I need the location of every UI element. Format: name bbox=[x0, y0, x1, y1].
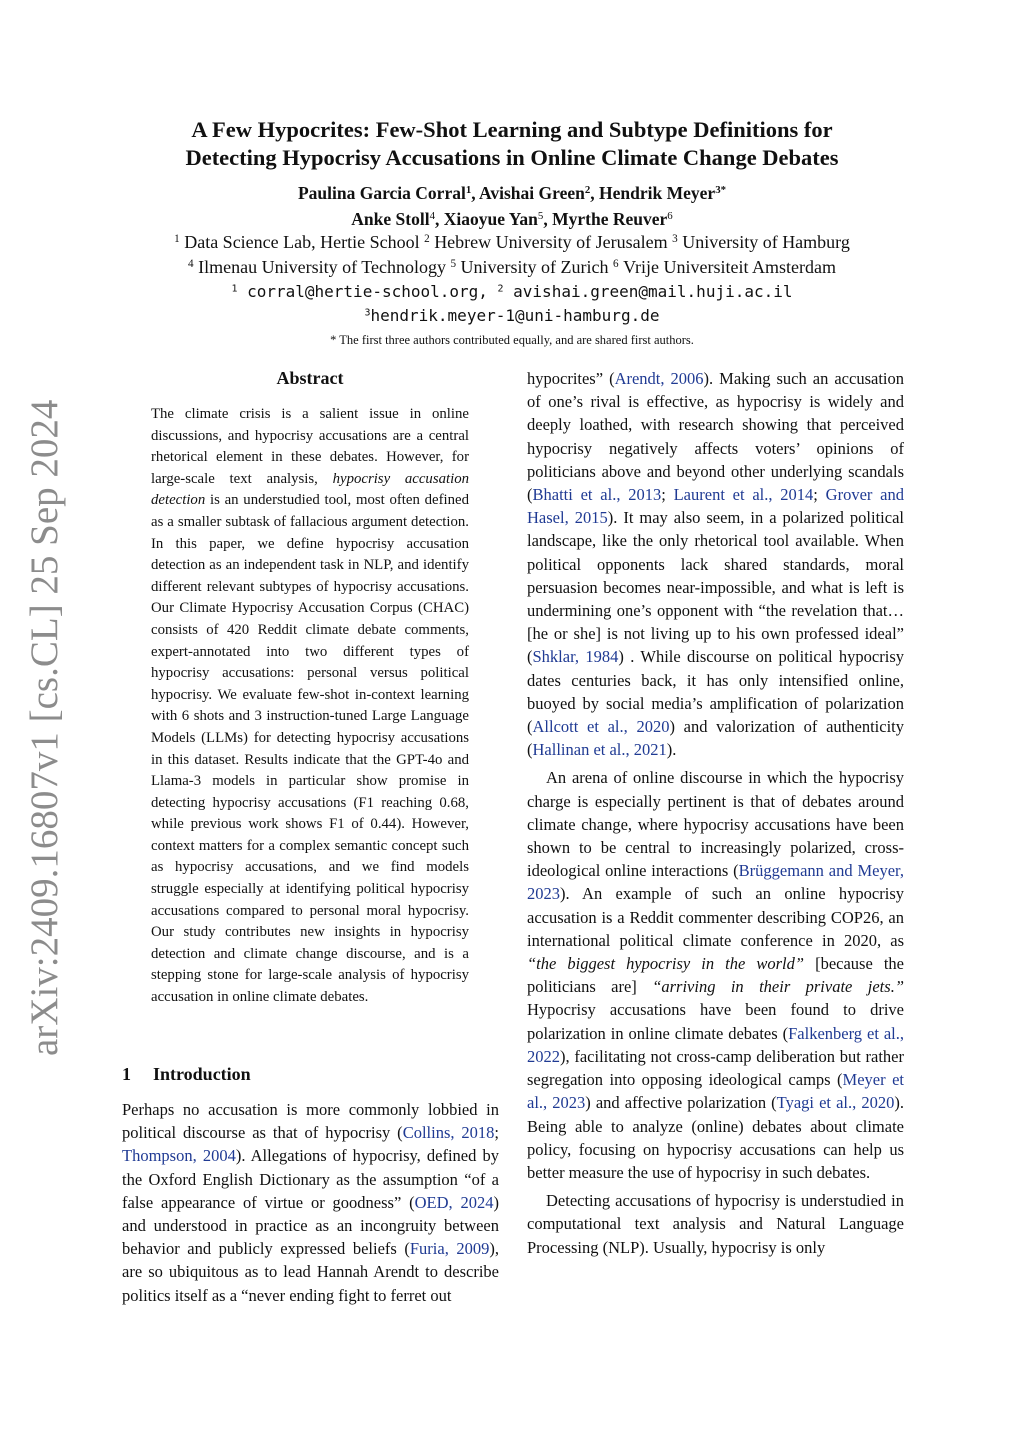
email-address[interactable]: corral@hertie-school.org bbox=[247, 282, 479, 301]
author-name: Avishai Green bbox=[479, 183, 585, 203]
author-name: Myrthe Reuver bbox=[552, 209, 668, 229]
author-name: Hendrik Meyer bbox=[599, 183, 716, 203]
citation-link[interactable]: Hallinan et al., 2021 bbox=[532, 740, 667, 760]
citation-link[interactable]: Arendt, 2006 bbox=[614, 369, 704, 388]
author-name: Xiaoyue Yan bbox=[443, 209, 538, 229]
author-separator: , bbox=[590, 183, 600, 203]
affiliation-line-1 bbox=[100, 230, 924, 255]
affiliation-name: Hebrew University of Jerusalem bbox=[434, 232, 668, 252]
citation-link[interactable]: Shklar, 1984 bbox=[532, 647, 619, 667]
intro-paragraph bbox=[122, 1098, 499, 1307]
body-text: ). Allegations of hypocrisy, defined by the Oxford English Dictionary as the assumption “of a false appearance of virtue or goodness” ( bbox=[122, 1146, 499, 1212]
affiliation-name: University of Zurich bbox=[460, 257, 609, 277]
affiliation-mark: 5 bbox=[450, 257, 457, 270]
body-text: ). Being able to analyze (online) debates about climate policy, focusing on hypocrisy accusations can help us better measure the use of hypocrisy in such debates. bbox=[527, 1093, 904, 1182]
body-text: [because the politicians are] bbox=[527, 954, 904, 997]
quote-emphasis: “arriving in their private jets.” bbox=[652, 977, 904, 997]
body-text: ), facilitating not cross-camp deliberation but rather segregation into opposing ideological camps ( bbox=[527, 1046, 904, 1090]
citation-link[interactable]: Bhatti et al., 2013 bbox=[532, 485, 662, 505]
body-text: ) . While discourse on political hypocrisy dates centuries back, it has only intensified online, buoyed by social media’s amplification of polarization ( bbox=[527, 647, 904, 737]
email-address[interactable]: hendrik.meyer-1@uni-hamburg.de bbox=[370, 306, 660, 325]
author-line-1 bbox=[120, 180, 904, 206]
email-mark: 1 bbox=[231, 283, 238, 295]
body-text: ; bbox=[661, 485, 674, 505]
right-paragraph-2 bbox=[527, 766, 904, 1184]
email-separator: , bbox=[478, 282, 498, 301]
body-text: Hypocrisy accusations have been found to drive polarization in online climate debates ( bbox=[527, 1000, 904, 1043]
email-line-1 bbox=[120, 280, 904, 304]
affiliations bbox=[100, 230, 924, 280]
author-mark: 3* bbox=[715, 184, 727, 197]
affiliation-mark: 3 bbox=[672, 232, 678, 245]
affiliation-mark: 6 bbox=[613, 257, 619, 270]
abstract-emphasis: hypocrisy accusation detection bbox=[151, 470, 469, 509]
abstract-body bbox=[151, 404, 469, 1009]
citation-link[interactable]: Meyer et al., 2023 bbox=[527, 1070, 904, 1113]
abstract-heading: Abstract bbox=[276, 368, 344, 388]
author-mark: 5 bbox=[537, 210, 544, 223]
author-mark: 2 bbox=[584, 184, 591, 197]
author-line-2 bbox=[120, 206, 904, 232]
body-text: ). An example of such an online hypocrisy accusation is a Reddit commenter describing COP26, an international political climate conference in 2020, as bbox=[527, 884, 904, 950]
citation-link[interactable]: Tyagi et al., 2020 bbox=[776, 1093, 895, 1113]
affiliation-mark: 1 bbox=[174, 232, 180, 245]
body-text: ; bbox=[813, 485, 826, 505]
right-column bbox=[527, 367, 904, 1259]
affiliation-mark: 2 bbox=[424, 232, 430, 245]
right-paragraph-1 bbox=[527, 367, 904, 761]
citation-link[interactable]: Laurent et al., 2014 bbox=[673, 485, 814, 505]
affiliation-name: Data Science Lab, Hertie School bbox=[184, 232, 420, 252]
body-text: An arena of online discourse in which the hypocrisy charge is especially pertinent is that of debates around climate change, where hypocrisy accusations have been shown to be central to increasingly polarized, cross-ideological online interactions ( bbox=[527, 768, 904, 881]
author-mark: 4 bbox=[429, 210, 435, 223]
abstract-text: is an understudied tool, most often defined as a smaller subtask of fallacious argument detection. In this paper, we define hypocrisy accusation detection as an independent task in NLP, and identify different relevant subtypes of hypocrisy accusations. Our Climate Hypocrisy Accusation Corpus (CHAC) consists of 420 Reddit climate debate comments, expert-annotated into two different types of hypocrisy accusations: personal versus political hypocrisy. We evaluate few-shot in-context learning with 6 shots and 3 instruction-tuned Large Language Models (LLMs) for detecting hypocrisy accusations in this dataset. Results indicate that the GPT-4o and Llama-3 models in particular show promise in detecting hypocrisy accusations (F1 reaching 0.68, while previous work shows F1 of 0.44). However, context matters for a complex semantic concept such as hypocrisy accusations, and we find models struggle especially at identifying political hypocrisy accusations compared to personal moral hypocrisy. Our study contributes new insights in hypocrisy detection and climate change discourse, and is a stepping stone for large-scale analysis of hypocrisy accusation in online climate debates. bbox=[151, 492, 469, 1006]
author-name: Paulina Garcia Corral bbox=[297, 183, 466, 203]
body-text: ; bbox=[494, 1123, 500, 1143]
citation-link[interactable]: Collins, 2018 bbox=[402, 1123, 495, 1143]
citation-link[interactable]: Furia, 2009 bbox=[409, 1239, 490, 1259]
author-mark: 6 bbox=[667, 210, 673, 223]
section-number: 1 bbox=[122, 1064, 131, 1084]
email-mark: 3 bbox=[364, 307, 371, 319]
title-line-1: A Few Hypocrites: Few-Shot Learning and Subtype Definitions for bbox=[191, 117, 833, 142]
body-text: ) and understood in practice as an incongruity between behavior and publicly expressed beliefs ( bbox=[122, 1192, 499, 1259]
author-name: Anke Stoll bbox=[351, 209, 430, 229]
paper-title bbox=[120, 116, 904, 172]
section-title: Introduction bbox=[153, 1064, 251, 1084]
author-list bbox=[120, 180, 904, 232]
affiliation-name: Vrije Universiteit Amsterdam bbox=[623, 257, 836, 277]
author-separator: , bbox=[471, 183, 480, 203]
citation-link[interactable]: Thompson, 2004 bbox=[122, 1146, 236, 1166]
affiliation-name: University of Hamburg bbox=[682, 232, 850, 252]
affiliation-name: Ilmenau University of Technology bbox=[198, 257, 446, 277]
affiliation-mark: 4 bbox=[188, 257, 194, 270]
email-line-2 bbox=[120, 304, 904, 328]
email-address[interactable]: avishai.green@mail.huji.ac.il bbox=[513, 282, 793, 301]
body-text: Perhaps no accusation is more commonly lobbied in political discourse as that of hypocrisy ( bbox=[122, 1100, 499, 1143]
body-text: ), are so ubiquitous as to lead Hannah Arendt to describe politics itself as a “never ending fight to ferret out bbox=[122, 1239, 499, 1305]
author-emails bbox=[120, 280, 904, 328]
right-paragraph-3 bbox=[527, 1189, 904, 1259]
citation-link[interactable]: Falkenberg et al., 2022 bbox=[527, 1023, 905, 1066]
equal-contribution-note: * The first three authors contributed equally, and are shared first authors. bbox=[330, 333, 694, 347]
body-text: ) and affective polarization ( bbox=[585, 1093, 777, 1113]
body-text: ) and valorization of authenticity ( bbox=[527, 717, 904, 760]
author-mark: 1 bbox=[465, 184, 472, 197]
citation-link[interactable]: Allcott et al., 2020 bbox=[532, 717, 670, 737]
email-mark: 2 bbox=[497, 283, 504, 295]
body-text: ). bbox=[666, 740, 677, 760]
body-text: ). Making such an accusation of one’s rival is effective, as hypocrisy is widely and deeply loathed, with research showing that perceived hypocrisy negatively affects voters’ opinions of politicians above and beyond other underlying scandals ( bbox=[527, 369, 904, 505]
quote-emphasis: “the biggest hypocrisy in the world” bbox=[527, 954, 805, 974]
title-line-2: Detecting Hypocrisy Accusations in Online Climate Change Debates bbox=[185, 145, 839, 170]
arxiv-identifier: arXiv:2409.16807v1 [cs.CL] 25 Sep 2024 bbox=[23, 399, 66, 1056]
citation-link[interactable]: OED, 2024 bbox=[414, 1192, 494, 1212]
body-text: ). It may also seem, in a polarized political landscape, like the only rhetorical tool available. When political opponents lack shared standards, moral persuasion becomes near-impossible, and what is left is undermining one’s opponent with “the revelation that… [he or she] is not living up to his own professed ideal” ( bbox=[527, 508, 904, 667]
citation-link[interactable]: Brüggemann and Meyer, 2023 bbox=[527, 861, 904, 904]
abstract-text: The climate crisis is a salient issue in online discussions, and hypocrisy accusations are a central rhetorical element in these debates. However, for large-scale text analysis, bbox=[151, 406, 469, 487]
body-text: Detecting accusations of hypocrisy is understudied in computational text analysis and Natural Language Processing (NLP). Usually, hypocrisy is only bbox=[527, 1191, 904, 1257]
author-separator: , bbox=[435, 209, 444, 229]
affiliation-line-2 bbox=[100, 255, 924, 280]
author-separator: , bbox=[543, 209, 553, 229]
citation-link[interactable]: Grover and Hasel, 2015 bbox=[527, 485, 904, 528]
body-text: hypocrites” ( bbox=[527, 369, 615, 388]
section-heading-introduction bbox=[122, 1062, 498, 1086]
